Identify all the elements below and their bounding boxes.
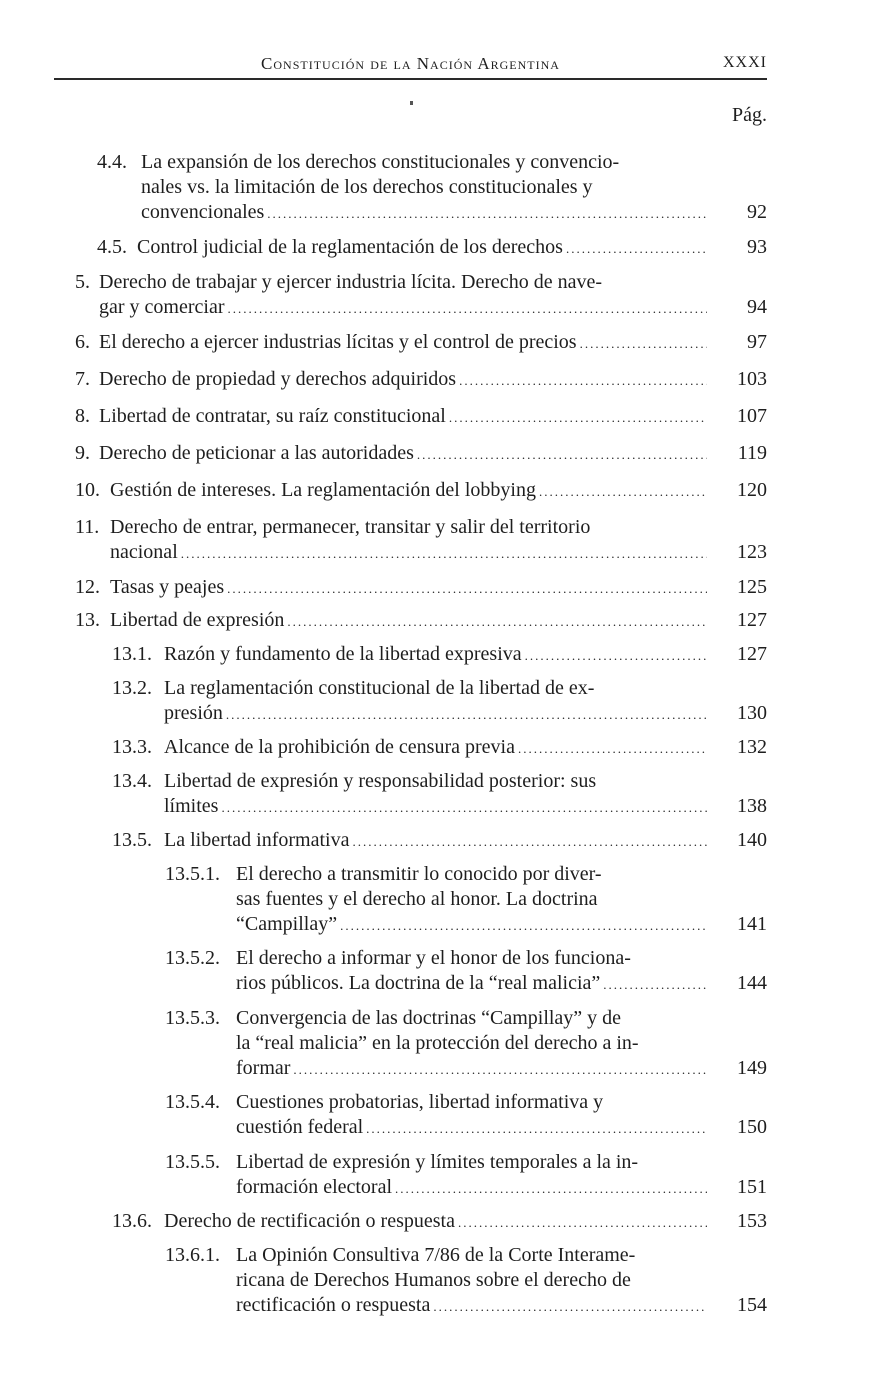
toc-entry-number: 13.5.4. <box>165 1091 220 1113</box>
toc-entry <box>165 1150 707 1201</box>
dot-leader <box>525 643 707 668</box>
toc-entry-number: 13.3. <box>112 736 152 758</box>
toc-entry-number: 13.5.3. <box>165 1007 220 1029</box>
toc-entry-title-line: La libertad informativa <box>164 829 350 851</box>
toc-page-number: 153 <box>737 1210 767 1232</box>
toc-entry-number: 9. <box>75 442 90 464</box>
toc-entry-title-line: Derecho de entrar, permanecer, transitar y salir del territorio <box>110 516 591 538</box>
toc-entry <box>75 367 707 393</box>
toc-entry <box>165 946 707 997</box>
dot-leader <box>433 1294 707 1319</box>
dot-leader <box>518 736 707 761</box>
running-title: Constitución de la Nación Argentina <box>261 54 560 73</box>
toc-page-number: 107 <box>737 405 767 427</box>
toc-entry-number: 6. <box>75 331 90 353</box>
toc-entry-number: 13.6.1. <box>165 1244 220 1266</box>
toc-page-number: 127 <box>737 609 767 631</box>
dot-leader <box>352 829 707 854</box>
toc-entry <box>97 150 707 226</box>
toc-entry <box>112 828 707 854</box>
toc-entry-title-line: El derecho a informar y el honor de los funciona- <box>236 947 631 969</box>
toc-page-number: 149 <box>737 1057 767 1079</box>
dot-leader <box>267 201 707 226</box>
dot-leader <box>293 1057 707 1082</box>
toc-entry-title-line: límites <box>164 795 219 817</box>
dot-leader <box>539 479 707 504</box>
toc-entry-title-line: Libertad de expresión y límites temporales a la in- <box>236 1151 639 1173</box>
toc-entry <box>112 642 707 668</box>
toc-entry-title-line: rios públicos. La doctrina de la “real malicia” <box>236 972 601 994</box>
toc-entry-number: 13.5. <box>112 829 152 851</box>
toc-entry-number: 13.5.1. <box>165 863 220 885</box>
dot-leader <box>227 576 707 601</box>
toc-entry-number: 7. <box>75 368 90 390</box>
toc-page-number: 130 <box>737 702 767 724</box>
toc-entry-title-line: nales vs. la limitación de los derechos constitucionales y <box>141 176 593 198</box>
toc-entry <box>112 769 707 820</box>
dot-leader <box>449 405 707 430</box>
toc-entry <box>112 676 707 727</box>
dot-leader <box>181 541 707 566</box>
dot-leader <box>580 331 707 356</box>
toc-entry-number: 13.5.2. <box>165 947 220 969</box>
toc-entry <box>75 441 707 467</box>
dot-leader <box>458 1210 707 1235</box>
toc-entry-title-line: Cuestiones probatorias, libertad informativa y <box>236 1091 604 1113</box>
dot-leader <box>221 795 707 820</box>
toc-entry-title-line: Libertad de expresión y responsabilidad posterior: sus <box>164 770 597 792</box>
toc-entry-title-line: La expansión de los derechos constitucionales y convencio- <box>141 151 620 173</box>
toc-page-number: 125 <box>737 576 767 598</box>
toc-entry-title-line: Gestión de intereses. La reglamentación del lobbying <box>110 479 536 501</box>
toc-entry-title-line: Convergencia de las doctrinas “Campillay” y de <box>236 1007 622 1029</box>
page-folio: XXXI <box>723 54 767 71</box>
toc-entry-title-line: Derecho de rectificación o respuesta <box>164 1210 455 1232</box>
toc-page-number: 151 <box>737 1176 767 1198</box>
toc-page-number: 93 <box>747 236 767 258</box>
dot-leader <box>227 296 707 321</box>
toc-entry-title-line: Alcance de la prohibición de censura previa <box>164 736 515 758</box>
dot-leader <box>366 1116 707 1141</box>
toc-page-number: 144 <box>737 972 767 994</box>
dot-leader <box>395 1176 707 1201</box>
page-column-label: Pág. <box>732 104 767 126</box>
toc-entry <box>75 575 707 601</box>
toc-entry-number: 13.2. <box>112 677 152 699</box>
toc-entry-title-line: Libertad de expresión <box>110 609 285 631</box>
toc-entry <box>75 330 707 356</box>
toc-entry-title-line: presión <box>164 702 223 724</box>
toc-entry-title-line: formación electoral <box>236 1176 393 1198</box>
toc-entry-title-line: Control judicial de la reglamentación de los derechos <box>137 236 563 258</box>
toc-entry-number: 12. <box>75 576 100 598</box>
dot-leader <box>287 609 707 634</box>
toc-page-number: 92 <box>747 201 767 223</box>
toc-entry-title-line: la “real malicia” en la protección del derecho a in- <box>236 1032 639 1054</box>
toc-entry-number: 4.4. <box>97 151 127 173</box>
toc-entry-number: 13.1. <box>112 643 152 665</box>
print-speck <box>410 101 413 105</box>
toc-page-number: 97 <box>747 331 767 353</box>
toc-entry <box>97 235 707 261</box>
toc-entry-number: 13.6. <box>112 1210 152 1232</box>
toc-entry-title-line: La reglamentación constitucional de la libertad de ex- <box>164 677 595 699</box>
dot-leader <box>417 442 707 467</box>
toc-entry <box>75 404 707 430</box>
toc-entry-number: 13.4. <box>112 770 152 792</box>
toc-entry-title-line: “Campillay” <box>236 913 338 935</box>
toc-page-number: 132 <box>737 736 767 758</box>
toc-page-number: 127 <box>737 643 767 665</box>
toc-entry-title-line: Tasas y peajes <box>110 576 225 598</box>
toc-entry-title-line: nacional <box>110 541 178 563</box>
toc-page-number: 120 <box>737 479 767 501</box>
dot-leader <box>340 913 707 938</box>
toc-entry <box>165 1090 707 1141</box>
toc-entry <box>75 608 707 634</box>
toc-entry-title-line: formar <box>236 1057 291 1079</box>
toc-page-number: 103 <box>737 368 767 390</box>
toc-entry-title-line: convencionales <box>141 201 265 223</box>
toc-entry-title-line: sas fuentes y el derecho al honor. La doctrina <box>236 888 598 910</box>
toc-page-number: 154 <box>737 1294 767 1316</box>
toc-page-number: 94 <box>747 296 767 318</box>
toc-entry-title-line: El derecho a ejercer industrias lícitas y el control de precios <box>99 331 577 353</box>
toc-entry-number: 5. <box>75 271 90 293</box>
toc-page-number: 123 <box>737 541 767 563</box>
toc-page-number: 141 <box>737 913 767 935</box>
toc-entry-title-line: Derecho de peticionar a las autoridades <box>99 442 414 464</box>
toc-entry-title-line: El derecho a transmitir lo conocido por diver- <box>236 863 602 885</box>
toc-page-number: 140 <box>737 829 767 851</box>
toc-entry-number: 10. <box>75 479 100 501</box>
toc-entry-number: 11. <box>75 516 100 538</box>
toc-entry <box>75 478 707 504</box>
toc-page-number: 119 <box>737 442 767 464</box>
toc-entry-number: 13. <box>75 609 100 631</box>
toc-entry-number: 4.5. <box>97 236 127 258</box>
toc-entry-title-line: rectificación o respuesta <box>236 1294 431 1316</box>
toc-entry-title-line: Derecho de propiedad y derechos adquiridos <box>99 368 457 390</box>
toc-entry-title-line: Razón y fundamento de la libertad expresiva <box>164 643 522 665</box>
toc-entry <box>112 735 707 761</box>
running-header <box>54 52 767 80</box>
dot-leader <box>226 702 707 727</box>
dot-leader <box>603 972 707 997</box>
toc-entry-number: 13.5.5. <box>165 1151 220 1173</box>
toc-entry <box>165 1006 707 1082</box>
toc-entry <box>165 862 707 938</box>
toc-entry-title-line: La Opinión Consultiva 7/86 de la Corte Interame- <box>236 1244 636 1266</box>
toc-entry-title-line: Derecho de trabajar y ejercer industria lícita. Derecho de nave- <box>99 271 603 293</box>
toc-page-number: 150 <box>737 1116 767 1138</box>
toc-page-number: 138 <box>737 795 767 817</box>
toc-entry <box>112 1209 707 1235</box>
dot-leader <box>566 236 707 261</box>
toc-entry <box>75 515 707 566</box>
toc-entry <box>165 1243 707 1319</box>
toc-entry-title-line: cuestión federal <box>236 1116 364 1138</box>
toc-entry <box>75 270 707 321</box>
dot-leader <box>459 368 707 393</box>
toc-entry-title-line: Libertad de contratar, su raíz constitucional <box>99 405 446 427</box>
toc-entry-title-line: ricana de Derechos Humanos sobre el derecho de <box>236 1269 631 1291</box>
toc-entry-title-line: gar y comerciar <box>99 296 225 318</box>
toc-entry-number: 8. <box>75 405 90 427</box>
